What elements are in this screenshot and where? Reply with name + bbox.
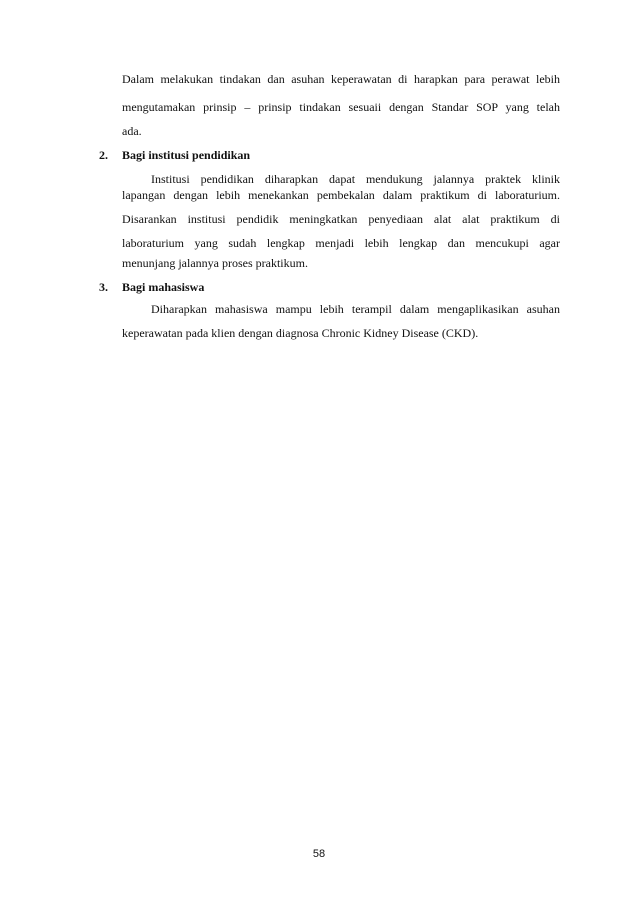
- page-number: 58: [312, 848, 326, 860]
- section-2-number: 2.: [99, 148, 108, 162]
- section-2-heading: Bagi institusi pendidikan: [122, 148, 251, 162]
- section-2-line-3: Disarankan institusi pendidik meningkatkan penyediaan alat alat praktikum di: [122, 212, 560, 226]
- section-2-line-1: Institusi pendidikan diharapkan dapat mendukung jalannya praktek klinik: [151, 172, 560, 186]
- section-3-line-1: Diharapkan mahasiswa mampu lebih terampil dalam mengaplikasikan asuhan: [151, 302, 560, 316]
- intro-line-2: mengutamakan prinsip – prinsip tindakan sesuaii dengan Standar SOP yang telah: [122, 100, 560, 114]
- section-3-line-2: keperawatan pada klien dengan diagnosa Chronic Kidney Disease (CKD).: [122, 326, 479, 340]
- section-3-heading: Bagi mahasiswa: [122, 280, 205, 294]
- section-2-line-4: laboraturium yang sudah lengkap menjadi lebih lengkap dan mencukupi agar: [122, 236, 560, 250]
- intro-line-3: ada.: [122, 124, 142, 138]
- section-3-number: 3.: [99, 280, 108, 294]
- section-2-line-5: menunjang jalannya proses praktikum.: [122, 256, 308, 270]
- intro-line-1: Dalam melakukan tindakan dan asuhan keperawatan di harapkan para perawat lebih: [122, 72, 560, 86]
- section-2-line-2: lapangan dengan lebih menekankan pembekalan dalam praktikum di laboraturium.: [122, 188, 560, 202]
